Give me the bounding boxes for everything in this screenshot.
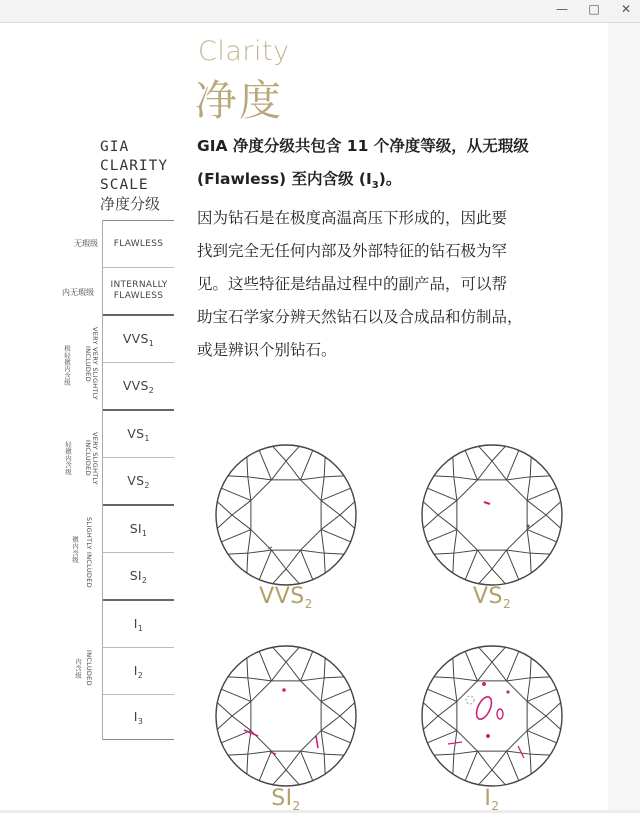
- grade-label: $VVS_1$: [122, 330, 155, 348]
- grade-cell-vvs2: [103, 363, 174, 411]
- diamond-diagram-vs2: [418, 441, 566, 589]
- inclusion-mark: [527, 525, 530, 528]
- grade-cell-i2: [103, 648, 174, 695]
- side-label-vs-cn: 轻微内含级: [64, 441, 72, 475]
- side-label-fl: 无瑕级: [74, 239, 98, 248]
- inclusion-mark: [484, 502, 490, 504]
- grade-label: $I_2$: [133, 662, 144, 680]
- grade-cell-if: [103, 268, 174, 316]
- inclusion-mark: [506, 690, 509, 693]
- close-button[interactable]: ✕: [620, 2, 632, 16]
- grade-cell-fl: [103, 221, 174, 268]
- diagram-label-i2: $I_2$: [484, 786, 500, 813]
- intro-line: (Flawless) 至内含级 $(I_3)$。: [197, 170, 402, 192]
- inclusion-mark: [316, 736, 318, 748]
- title-chinese: 净度: [195, 76, 284, 125]
- side-label-vvs-en: VERY VERY SLIGHTLY INCLUDED: [84, 327, 99, 401]
- scrollbar-track[interactable]: [608, 23, 640, 810]
- diamond-diagram-vvs2: [212, 441, 360, 589]
- grade-cell-vs1: [103, 411, 174, 458]
- title-english: Clarity: [198, 36, 290, 67]
- description-paragraph: [197, 130, 577, 367]
- grade-label: FLAWLESS: [113, 238, 164, 249]
- side-label-si-en: SLIGHTLY INCLUDED: [85, 516, 93, 588]
- window-titlebar: [0, 0, 640, 23]
- grade-cell-i1: [103, 601, 174, 648]
- grade-label: $SI_1$: [129, 520, 148, 538]
- inclusion-mark: [497, 709, 503, 719]
- grade-cell-vvs1: [103, 316, 174, 363]
- intro-line: GIA 净度分级共包含 11 个净度等级，从无瑕级: [197, 137, 529, 155]
- scale-title-line: CLARITY: [100, 158, 169, 174]
- diagram-label-si2: $SI_2$: [271, 786, 301, 813]
- side-label-vs-en: VERY SLIGHTLY INCLUDED: [84, 431, 99, 485]
- grade-cell-si2: [103, 553, 174, 601]
- side-label-i-en: INCLUDED: [85, 650, 93, 686]
- body-line: 因为钻石是在极度高温高压下形成的，因此要: [197, 209, 508, 228]
- grade-label: $I_3$: [133, 708, 144, 726]
- body-line: 或是辨识个别钻石。: [197, 341, 337, 360]
- maximize-button[interactable]: □: [588, 2, 600, 16]
- inclusion-mark: [486, 734, 490, 738]
- inclusion-mark: [466, 696, 474, 704]
- scale-title: [100, 138, 168, 214]
- side-label-vvs-cn: 极轻微内含级: [63, 344, 71, 386]
- body-line: 找到完全无任何内部及外部特征的钻石极为罕: [197, 242, 508, 261]
- grade-label: $VS_1$: [127, 425, 150, 443]
- inclusion-mark: [482, 682, 486, 686]
- diamond-diagram-i2: [418, 642, 566, 790]
- scale-title-line: GIA: [100, 139, 130, 155]
- side-label-if: 内无瑕级: [62, 288, 94, 297]
- body-line: 见。这些特征是结晶过程中的副产品，可以帮: [197, 275, 508, 294]
- scale-title-line: SCALE: [100, 177, 149, 193]
- grade-label: $VVS_2$: [122, 377, 155, 395]
- diamond-diagram-si2: [212, 642, 360, 790]
- scale-title-chinese: 净度分级: [100, 195, 161, 213]
- inclusion-mark: [518, 746, 524, 758]
- minimize-button[interactable]: —: [556, 2, 568, 16]
- side-label-i-cn: 内含级: [74, 657, 82, 679]
- diagram-label-vs2: $VS_2$: [472, 584, 512, 611]
- diagram-label-vvs2: $VVS_2$: [259, 584, 313, 611]
- grade-label: INTERNALLY FLAWLESS: [110, 280, 168, 301]
- body-line: 助宝石学家分辨天然钻石以及合成品和仿制品，: [197, 308, 523, 327]
- grade-label: $SI_2$: [129, 567, 148, 585]
- grade-cell-i3: [103, 695, 174, 740]
- inclusion-mark: [282, 688, 286, 692]
- side-label-si-cn: 微内含级: [71, 536, 79, 564]
- grade-label: $VS_2$: [127, 472, 150, 490]
- grade-label: $I_1$: [133, 615, 144, 633]
- inclusion-mark: [473, 695, 494, 722]
- grade-cell-vs2: [103, 458, 174, 506]
- grade-cell-si1: [103, 506, 174, 553]
